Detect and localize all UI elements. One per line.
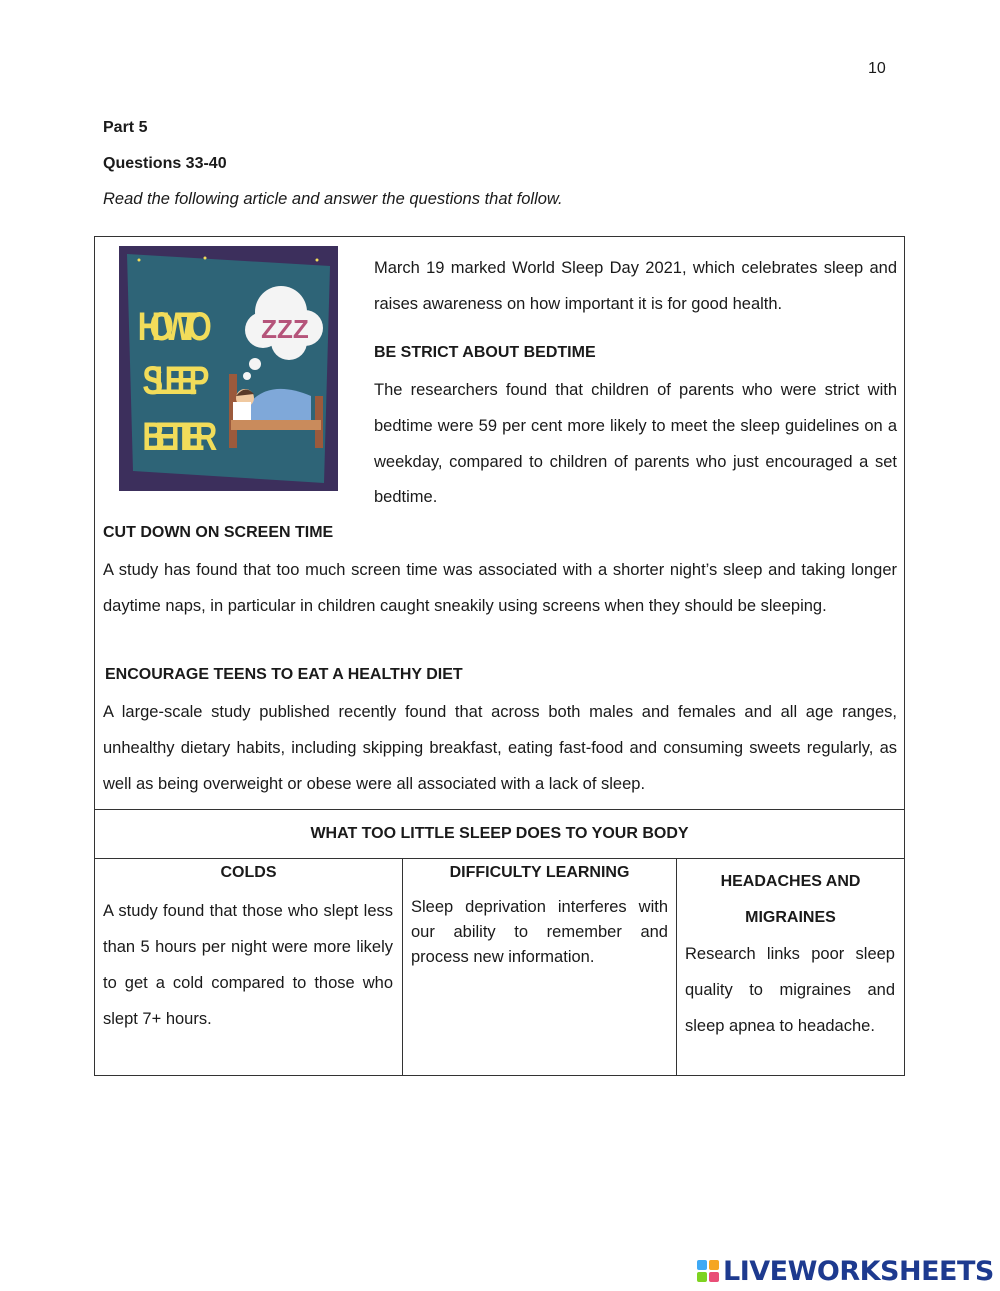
- star-icon: [138, 259, 141, 262]
- poster-zzz: ZZZ: [261, 314, 309, 344]
- article-box: [94, 236, 905, 810]
- heading-healthy-diet: ENCOURAGE TEENS TO EAT A HEALTHY DIET: [105, 666, 463, 683]
- heading-screen-time: CUT DOWN ON SCREEN TIME: [103, 524, 334, 541]
- logo-text: LIVEWORKSHEETS: [723, 1255, 994, 1287]
- effect-column-learning: [403, 858, 677, 1075]
- star-icon: [204, 257, 207, 260]
- poster-line-1: HOW TO: [137, 304, 212, 349]
- logo-block-e: [709, 1272, 719, 1282]
- poster-line-2: SLEEP: [142, 358, 210, 403]
- instruction-text: Read the following article and answer the questions that follow.: [103, 190, 563, 208]
- logo-block-v: [697, 1272, 707, 1282]
- effect-title-colds: COLDS: [220, 864, 277, 881]
- how-to-sleep-better-poster: [119, 246, 338, 491]
- effect-text-learning: Sleep deprivation interferes with our ability to remember and process new information.: [411, 898, 668, 966]
- sleep-effects-table: [94, 809, 905, 1076]
- logo-blocks-icon: [697, 1260, 719, 1282]
- effect-column-colds: [95, 858, 403, 1075]
- heading-bedtime: BE STRICT ABOUT BEDTIME: [374, 344, 596, 361]
- poster-line-3: BETTER: [142, 414, 218, 459]
- article-intro: March 19 marked World Sleep Day 2021, which celebrates sleep and raises awareness on how important it is for good health.: [374, 259, 897, 313]
- sleep-effects-title: WHAT TOO LITTLE SLEEP DOES TO YOUR BODY: [95, 810, 904, 859]
- liveworksheets-logo: [697, 1254, 994, 1288]
- page-number: 10: [868, 60, 886, 77]
- paragraph-healthy-diet: A large-scale study published recently found that across both males and females and all age ranges, unhealthy dietary habits, including skipping breakfast, eating fast-food and consuming sweets regularly, as well as being overweight or obese were all associated with a lack of sleep.: [103, 703, 897, 793]
- part-title: Part 5: [103, 119, 148, 136]
- paragraph-screen-time: A study has found that too much screen time was associated with a shorter night’s sleep and taking longer daytime naps, in particular in children caught sneakily using screens when they should be sleeping.: [103, 561, 897, 615]
- effect-column-headaches: [677, 858, 904, 1075]
- effect-title-headaches: HEADACHES AND MIGRAINES: [720, 873, 861, 926]
- paragraph-bedtime: The researchers found that children of parents who were strict with bedtime were 59 per cent more likely to meet the sleep guidelines on a weekday, compared to children of parents who just encouraged a set bedtime.: [374, 381, 897, 507]
- logo-block-l: [697, 1260, 707, 1270]
- effect-text-colds: A study found that those who slept less than 5 hours per night were more likely to get a cold compared to those who slept 7+ hours.: [103, 902, 393, 1028]
- logo-block-i: [709, 1260, 719, 1270]
- effect-title-learning: DIFFICULTY LEARNING: [449, 864, 630, 881]
- star-icon: [316, 259, 319, 262]
- effect-text-headaches: Research links poor sleep quality to migraines and sleep apnea to headache.: [685, 945, 895, 1035]
- questions-title: Questions 33-40: [103, 155, 227, 172]
